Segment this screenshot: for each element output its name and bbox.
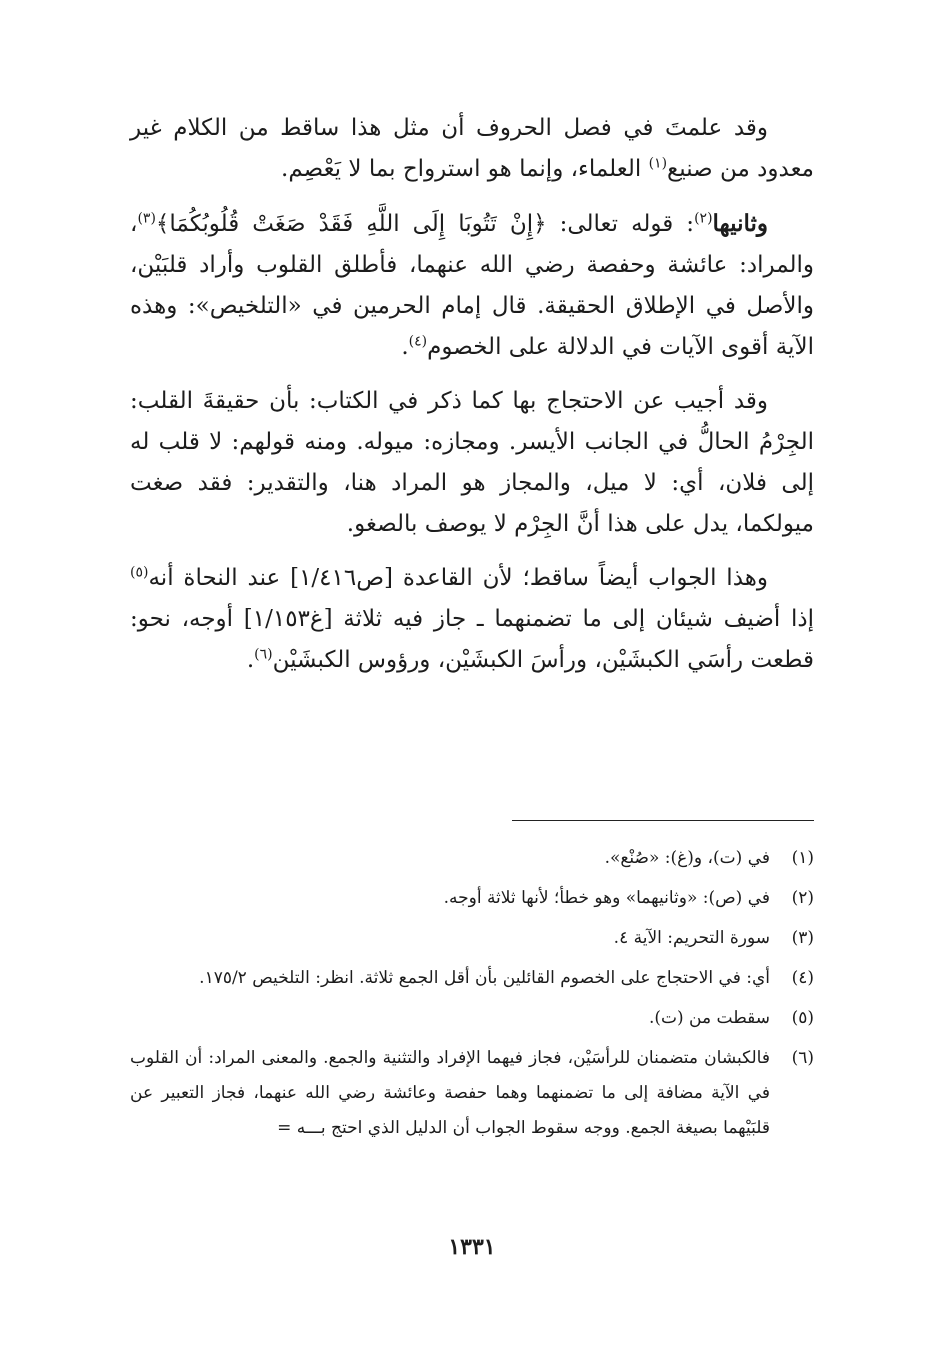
footnote-5 <box>130 1001 814 1036</box>
footnote-1 <box>130 841 814 876</box>
footnote-4 <box>130 961 814 996</box>
footnotes <box>130 841 814 1151</box>
footnote-number: (٦) <box>791 1048 814 1068</box>
footnote-number: (٥) <box>791 1008 814 1028</box>
main-text <box>130 108 814 694</box>
footnote-number: (٣) <box>791 928 814 948</box>
footnote-2 <box>130 881 814 916</box>
footnote-number: (٤) <box>791 968 814 988</box>
footnote-ref: (٢) <box>694 210 713 227</box>
footnote-number: (١) <box>791 848 814 868</box>
footnote-text: فالكبشان متضمنان للرأسَيْن، فجاز فيهما الإفراد والتثنية والجمع. والمعنى المراد: أن القلوب في الآية مضافة إلى ما تضمنهما وهما حفصة وعائشة رضي الله عنهما، فجاز التعبير عن قلبَيْهما بصيغة الجمع. ووجه سقوط الجواب أن الدليل الذي احتج بـــه = <box>130 1048 770 1138</box>
page-number: ١٣٣١ <box>448 1234 496 1260</box>
footnote-ref: (٤) <box>408 333 428 350</box>
paragraph-1: وقد علمتَ في فصل الحروف أن مثل هذا ساقط من الكلام غير معدود من صنيع$^{(١)}$ العلماء، وإنما هو استرواح بما لا يَعْصِم. <box>130 115 814 182</box>
paragraph-label: وثانيها <box>712 210 768 237</box>
footnote-ref: (٣) <box>137 210 156 227</box>
footnote-3 <box>130 921 814 956</box>
footnote-ref: (٥) <box>130 564 149 581</box>
footnote-6 <box>130 1041 814 1146</box>
footnote-text: في (ص): «وثانيهما» وهو خطأ؛ لأنها ثلاثة أوجه. <box>443 888 770 908</box>
footnote-ref: (٦) <box>254 646 273 663</box>
footnote-number: (٢) <box>791 888 814 908</box>
paragraph-2: وثانيها$^{(٢)}$: قوله تعالى: ﴿إِنْ تَتُوبَا إِلَى اللَّهِ فَقَدْ صَغَتْ قُلُوبُكُمَا﴾$^{(٣)}$، والمراد: عائشة وحفصة رضي الله عنهما، فأطلق القلوب وأراد قلبَيْن، والأصل في الإطلاق الحقيقة. قال إمام الحرمين في «التلخيص»: وهذه الآية أقوى الآيات في الدلالة على الخصوم$^{(٤)}$. <box>130 210 814 360</box>
footnote-text: في (ت)، و(غ): «صُنْع». <box>604 848 770 868</box>
footnote-divider <box>512 820 814 821</box>
footnote-text: سقطت من (ت). <box>648 1008 770 1028</box>
footnote-ref: (١) <box>648 155 668 172</box>
footnote-text: أي: في الاحتجاج على الخصوم القائلين بأن أقل الجمع ثلاثة. انظر: التلخيص ١٧٥/٢. <box>199 968 770 988</box>
footnote-text: سورة التحريم: الآية ٤. <box>613 928 770 948</box>
paragraph-4: وهذا الجواب أيضاً ساقط؛ لأن القاعدة [ص١/٤١٦] عند النحاة أنه$^{(٥)}$ إذا أضيف شيئان إلى ما تضمنهما ـ جاز فيه ثلاثة [غ١/١٥٣] أوجه، نحو: قطعت رأسَي الكبشَيْن، ورأسَ الكبشَيْن، ورؤوس الكبشَيْن$^{(٦)}$. <box>130 564 814 673</box>
paragraph-3: وقد أجيب عن الاحتجاج بها كما ذكر في الكتاب: بأن حقيقةَ القلب: الجِرْمُ الحالُّ في الجانب الأيسر. ومجازه: ميوله. ومنه قولهم: لا قلب له إلى فلان، أي: لا ميل، والمجاز هو المراد هنا، والتقدير: فقد صغت ميولكما، يدل على هذا أنَّ الجِرْم لا يوصف بالصغو. <box>130 388 814 537</box>
